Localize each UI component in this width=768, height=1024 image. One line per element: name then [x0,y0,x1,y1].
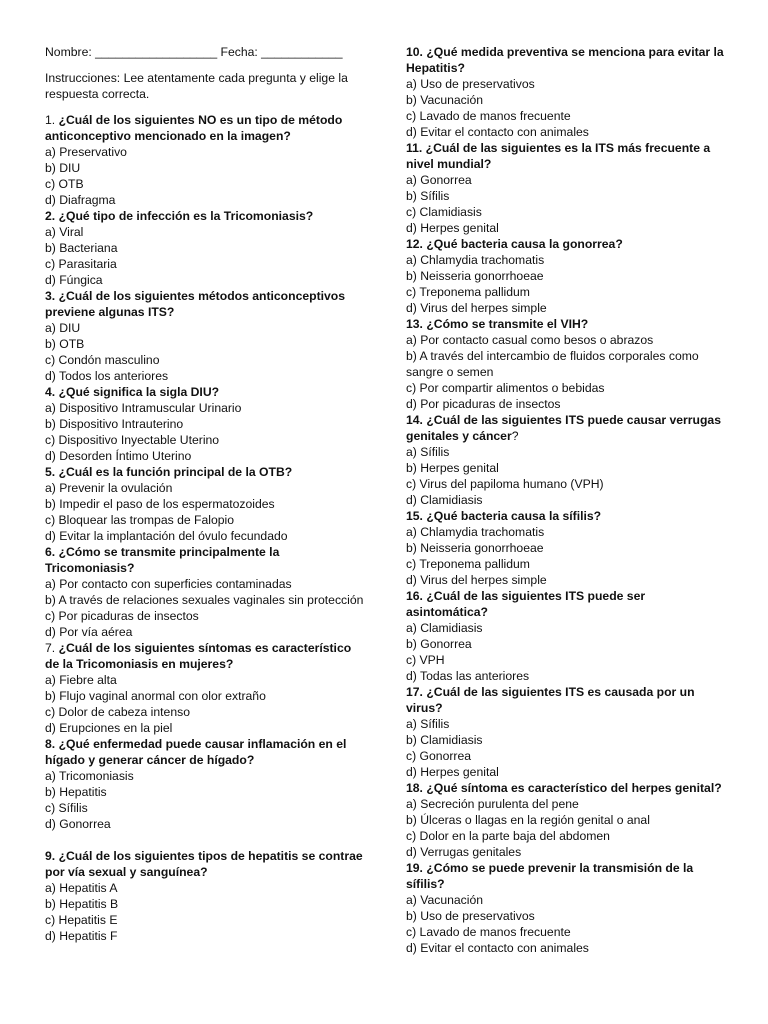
answer-option[interactable]: b) Hepatitis B [45,897,119,911]
question-block [406,588,726,684]
question-prompt [45,544,365,576]
question-text: ¿Cómo se puede prevenir la transmisión de la sífilis? [406,861,694,891]
question-prompt [45,848,365,880]
question-prompt [406,412,726,444]
answer-option[interactable]: d) Evitar la implantación del óvulo fecundado [45,529,288,543]
question-prompt [45,112,365,144]
question-text: ¿Cómo se transmite el VIH? [426,317,589,331]
question-text-tail: ? [511,429,519,443]
answer-option[interactable]: a) Chlamydia trachomatis [406,525,545,539]
answer-option[interactable]: d) Diafragma [45,193,116,207]
question-number: 12. [406,237,423,251]
answer-option[interactable]: a) Chlamydia trachomatis [406,253,545,267]
question-number: 6. [45,545,56,559]
answer-option[interactable]: b) Neisseria gonorrhoeae [406,269,544,283]
answer-option[interactable]: d) Por vía aérea [45,625,133,639]
question-prompt [45,640,365,672]
answer-option[interactable]: a) Por contacto con superficies contaminadas [45,577,292,591]
question-text: ¿Cuál de las siguientes ITS puede ser asintomática? [406,589,646,619]
answer-option[interactable]: a) Gonorrea [406,173,472,187]
answer-option[interactable]: c) Clamidiasis [406,205,482,219]
question-block [45,736,365,832]
header-fields [45,44,365,60]
answer-option[interactable]: b) Neisseria gonorrhoeae [406,541,544,555]
question-text: ¿Cuál de los siguientes NO es un tipo de método anticonceptivo mencionado en la imagen? [45,113,343,143]
answer-option[interactable]: b) A través de relaciones sexuales vaginales sin protección [45,593,364,607]
answer-option[interactable]: c) Gonorrea [406,749,472,763]
answer-option[interactable]: d) Herpes genital [406,221,499,235]
question-text: ¿Cuál de las siguientes ITS es causada por un virus? [406,685,695,715]
question-block [45,640,365,736]
answer-option[interactable]: c) Dolor en la parte baja del abdomen [406,829,610,843]
fecha-field[interactable]: Fecha: ____________ [220,45,343,59]
answer-option[interactable]: c) Virus del papiloma humano (VPH) [406,477,604,491]
answer-option[interactable]: d) Fúngica [45,273,103,287]
question-prompt [406,44,726,76]
answer-option[interactable]: b) Vacunación [406,93,484,107]
answer-option[interactable]: c) OTB [45,177,84,191]
answer-option[interactable]: a) Viral [45,225,84,239]
question-number: 9. [45,849,56,863]
question-number: 17. [406,685,423,699]
answer-option[interactable]: c) Treponema pallidum [406,557,530,571]
answer-option[interactable]: b) Bacteriana [45,241,118,255]
answer-option[interactable]: d) Todos los anteriores [45,369,169,383]
question-number: 7. [45,641,56,655]
question-block [45,384,365,464]
answer-option[interactable]: d) Gonorrea [45,817,111,831]
answer-option[interactable]: c) Dolor de cabeza intenso [45,705,190,719]
answer-option[interactable]: a) Por contacto casual como besos o abrazos [406,333,654,347]
answer-option[interactable]: a) Hepatitis A [45,881,118,895]
answer-option[interactable]: a) Tricomoniasis [45,769,134,783]
question-text: ¿Cuál de las siguientes es la ITS más frecuente a nivel mundial? [406,141,711,171]
answer-option[interactable]: b) Uso de preservativos [406,909,535,923]
question-number: 13. [406,317,423,331]
question-block [406,684,726,780]
answer-option[interactable]: c) VPH [406,653,445,667]
answer-option[interactable]: c) Condón masculino [45,353,160,367]
question-block [45,112,365,208]
question-text: ¿Qué síntoma es característico del herpes genital? [426,781,722,795]
question-text: ¿Qué bacteria causa la gonorrea? [426,237,623,251]
question-block [406,860,726,956]
question-number: 11. [406,141,423,155]
question-block [406,412,726,508]
answer-option[interactable]: a) Clamidiasis [406,621,483,635]
question-number: 18. [406,781,423,795]
question-prompt [45,288,365,320]
question-prompt [406,780,726,796]
question-list-left [45,112,365,944]
question-text: ¿Cuál es la función principal de la OTB? [58,465,293,479]
answer-option[interactable]: c) Bloquear las trompas de Falopio [45,513,235,527]
answer-option[interactable]: b) Flujo vaginal anormal con olor extraño [45,689,266,703]
question-number: 2. [45,209,56,223]
question-number: 8. [45,737,56,751]
answer-option[interactable]: a) Prevenir la ovulación [45,481,173,495]
question-number: 1. [45,113,56,127]
answer-option[interactable]: d) Verrugas genitales [406,845,522,859]
answer-option[interactable]: d) Erupciones en la piel [45,721,173,735]
question-number: 19. [406,861,423,875]
question-prompt [45,384,365,400]
question-text: ¿Qué medida preventiva se menciona para evitar la Hepatitis? [406,45,724,75]
question-prompt [45,208,365,224]
answer-option[interactable]: b) Dispositivo Intrauterino [45,417,184,431]
answer-option[interactable]: b) OTB [45,337,85,351]
question-block [406,236,726,316]
question-prompt [406,588,726,620]
instructions: Instrucciones: Lee atentamente cada pregunta y elige la respuesta correcta. [45,71,348,101]
question-text: ¿Qué enfermedad puede causar inflamación en el hígado y generar cáncer de hígado? [45,737,347,767]
question-block [45,288,365,384]
question-block [406,44,726,140]
left-column [45,44,365,944]
answer-option[interactable]: a) Sífilis [406,445,450,459]
question-text: ¿Cómo se transmite principalmente la Tricomoniasis? [45,545,280,575]
answer-option[interactable]: b) A través del intercambio de fluidos corporales como sangre o semen [406,349,699,379]
answer-option[interactable]: b) Úlceras o llagas en la región genital o anal [406,813,650,827]
question-prompt [45,464,365,480]
answer-option[interactable]: d) Herpes genital [406,765,499,779]
answer-option[interactable]: a) Secreción purulenta del pene [406,797,579,811]
question-block [406,140,726,236]
question-number: 16. [406,589,423,603]
answer-option[interactable]: d) Evitar el contacto con animales [406,941,589,955]
answer-option[interactable]: b) DIU [45,161,81,175]
question-number: 5. [45,465,56,479]
answer-option[interactable]: c) Treponema pallidum [406,285,530,299]
answer-option[interactable]: d) Todas las anteriores [406,669,530,683]
answer-option[interactable]: a) Dispositivo Intramuscular Urinario [45,401,242,415]
question-text: ¿Cuál de los siguientes métodos anticonceptivos previene algunas ITS? [45,289,346,319]
right-column [406,44,726,956]
question-prompt [45,736,365,768]
answer-option[interactable]: c) Lavado de manos frecuente [406,109,571,123]
question-number: 3. [45,289,56,303]
answer-option[interactable]: d) Virus del herpes simple [406,573,547,587]
question-number: 4. [45,385,56,399]
answer-option[interactable]: c) Lavado de manos frecuente [406,925,571,939]
answer-option[interactable]: a) Vacunación [406,893,484,907]
question-block [45,208,365,288]
answer-option[interactable]: a) Preservativo [45,145,127,159]
answer-option[interactable]: b) Impedir el paso de los espermatozoides [45,497,275,511]
question-text: ¿Cuál de los siguientes síntomas es característico de la Tricomoniasis en mujeres? [45,641,352,671]
answer-option[interactable]: c) Por picaduras de insectos [45,609,199,623]
answer-option[interactable]: c) Sífilis [45,801,88,815]
question-prompt [406,140,726,172]
question-block [406,316,726,412]
question-prompt [406,236,726,252]
answer-option[interactable]: a) Sífilis [406,717,450,731]
question-spacer [45,832,365,848]
question-block [45,464,365,544]
question-text: ¿Cuál de las siguientes ITS puede causar verrugas genitales y cáncer [406,413,721,443]
answer-option[interactable]: d) Desorden Íntimo Uterino [45,449,192,463]
question-number: 10. [406,45,423,59]
answer-option[interactable]: b) Hepatitis [45,785,107,799]
question-number: 15. [406,509,423,523]
question-prompt [406,316,726,332]
answer-option[interactable]: d) Evitar el contacto con animales [406,125,589,139]
answer-option[interactable]: c) Dispositivo Inyectable Uterino [45,433,220,447]
nombre-field[interactable]: Nombre: __________________ [45,45,218,59]
answer-option[interactable]: d) Hepatitis F [45,929,118,943]
answer-option[interactable]: b) Gonorrea [406,637,472,651]
answer-option[interactable]: b) Herpes genital [406,461,499,475]
question-list-right [406,44,726,956]
answer-option[interactable]: d) Clamidiasis [406,493,483,507]
answer-option[interactable]: d) Virus del herpes simple [406,301,547,315]
question-block [45,544,365,640]
answer-option[interactable]: b) Sífilis [406,189,450,203]
answer-option[interactable]: c) Parasitaria [45,257,117,271]
question-block [406,780,726,860]
question-number: 14. [406,413,423,427]
question-prompt [406,684,726,716]
question-block [45,848,365,944]
question-text: ¿Qué bacteria causa la sífilis? [426,509,602,523]
answer-option[interactable]: c) Por compartir alimentos o bebidas [406,381,605,395]
answer-option[interactable]: a) Fiebre alta [45,673,117,687]
question-text: ¿Cuál de los siguientes tipos de hepatitis se contrae por vía sexual y sanguínea? [45,849,363,879]
answer-option[interactable]: d) Por picaduras de insectos [406,397,561,411]
answer-option[interactable]: c) Hepatitis E [45,913,118,927]
question-prompt [406,860,726,892]
question-prompt [406,508,726,524]
answer-option[interactable]: b) Clamidiasis [406,733,483,747]
answer-option[interactable]: a) DIU [45,321,81,335]
question-text: ¿Qué tipo de infección es la Tricomoniasis? [58,209,314,223]
question-block [406,508,726,588]
question-text: ¿Qué significa la sigla DIU? [58,385,220,399]
answer-option[interactable]: a) Uso de preservativos [406,77,535,91]
